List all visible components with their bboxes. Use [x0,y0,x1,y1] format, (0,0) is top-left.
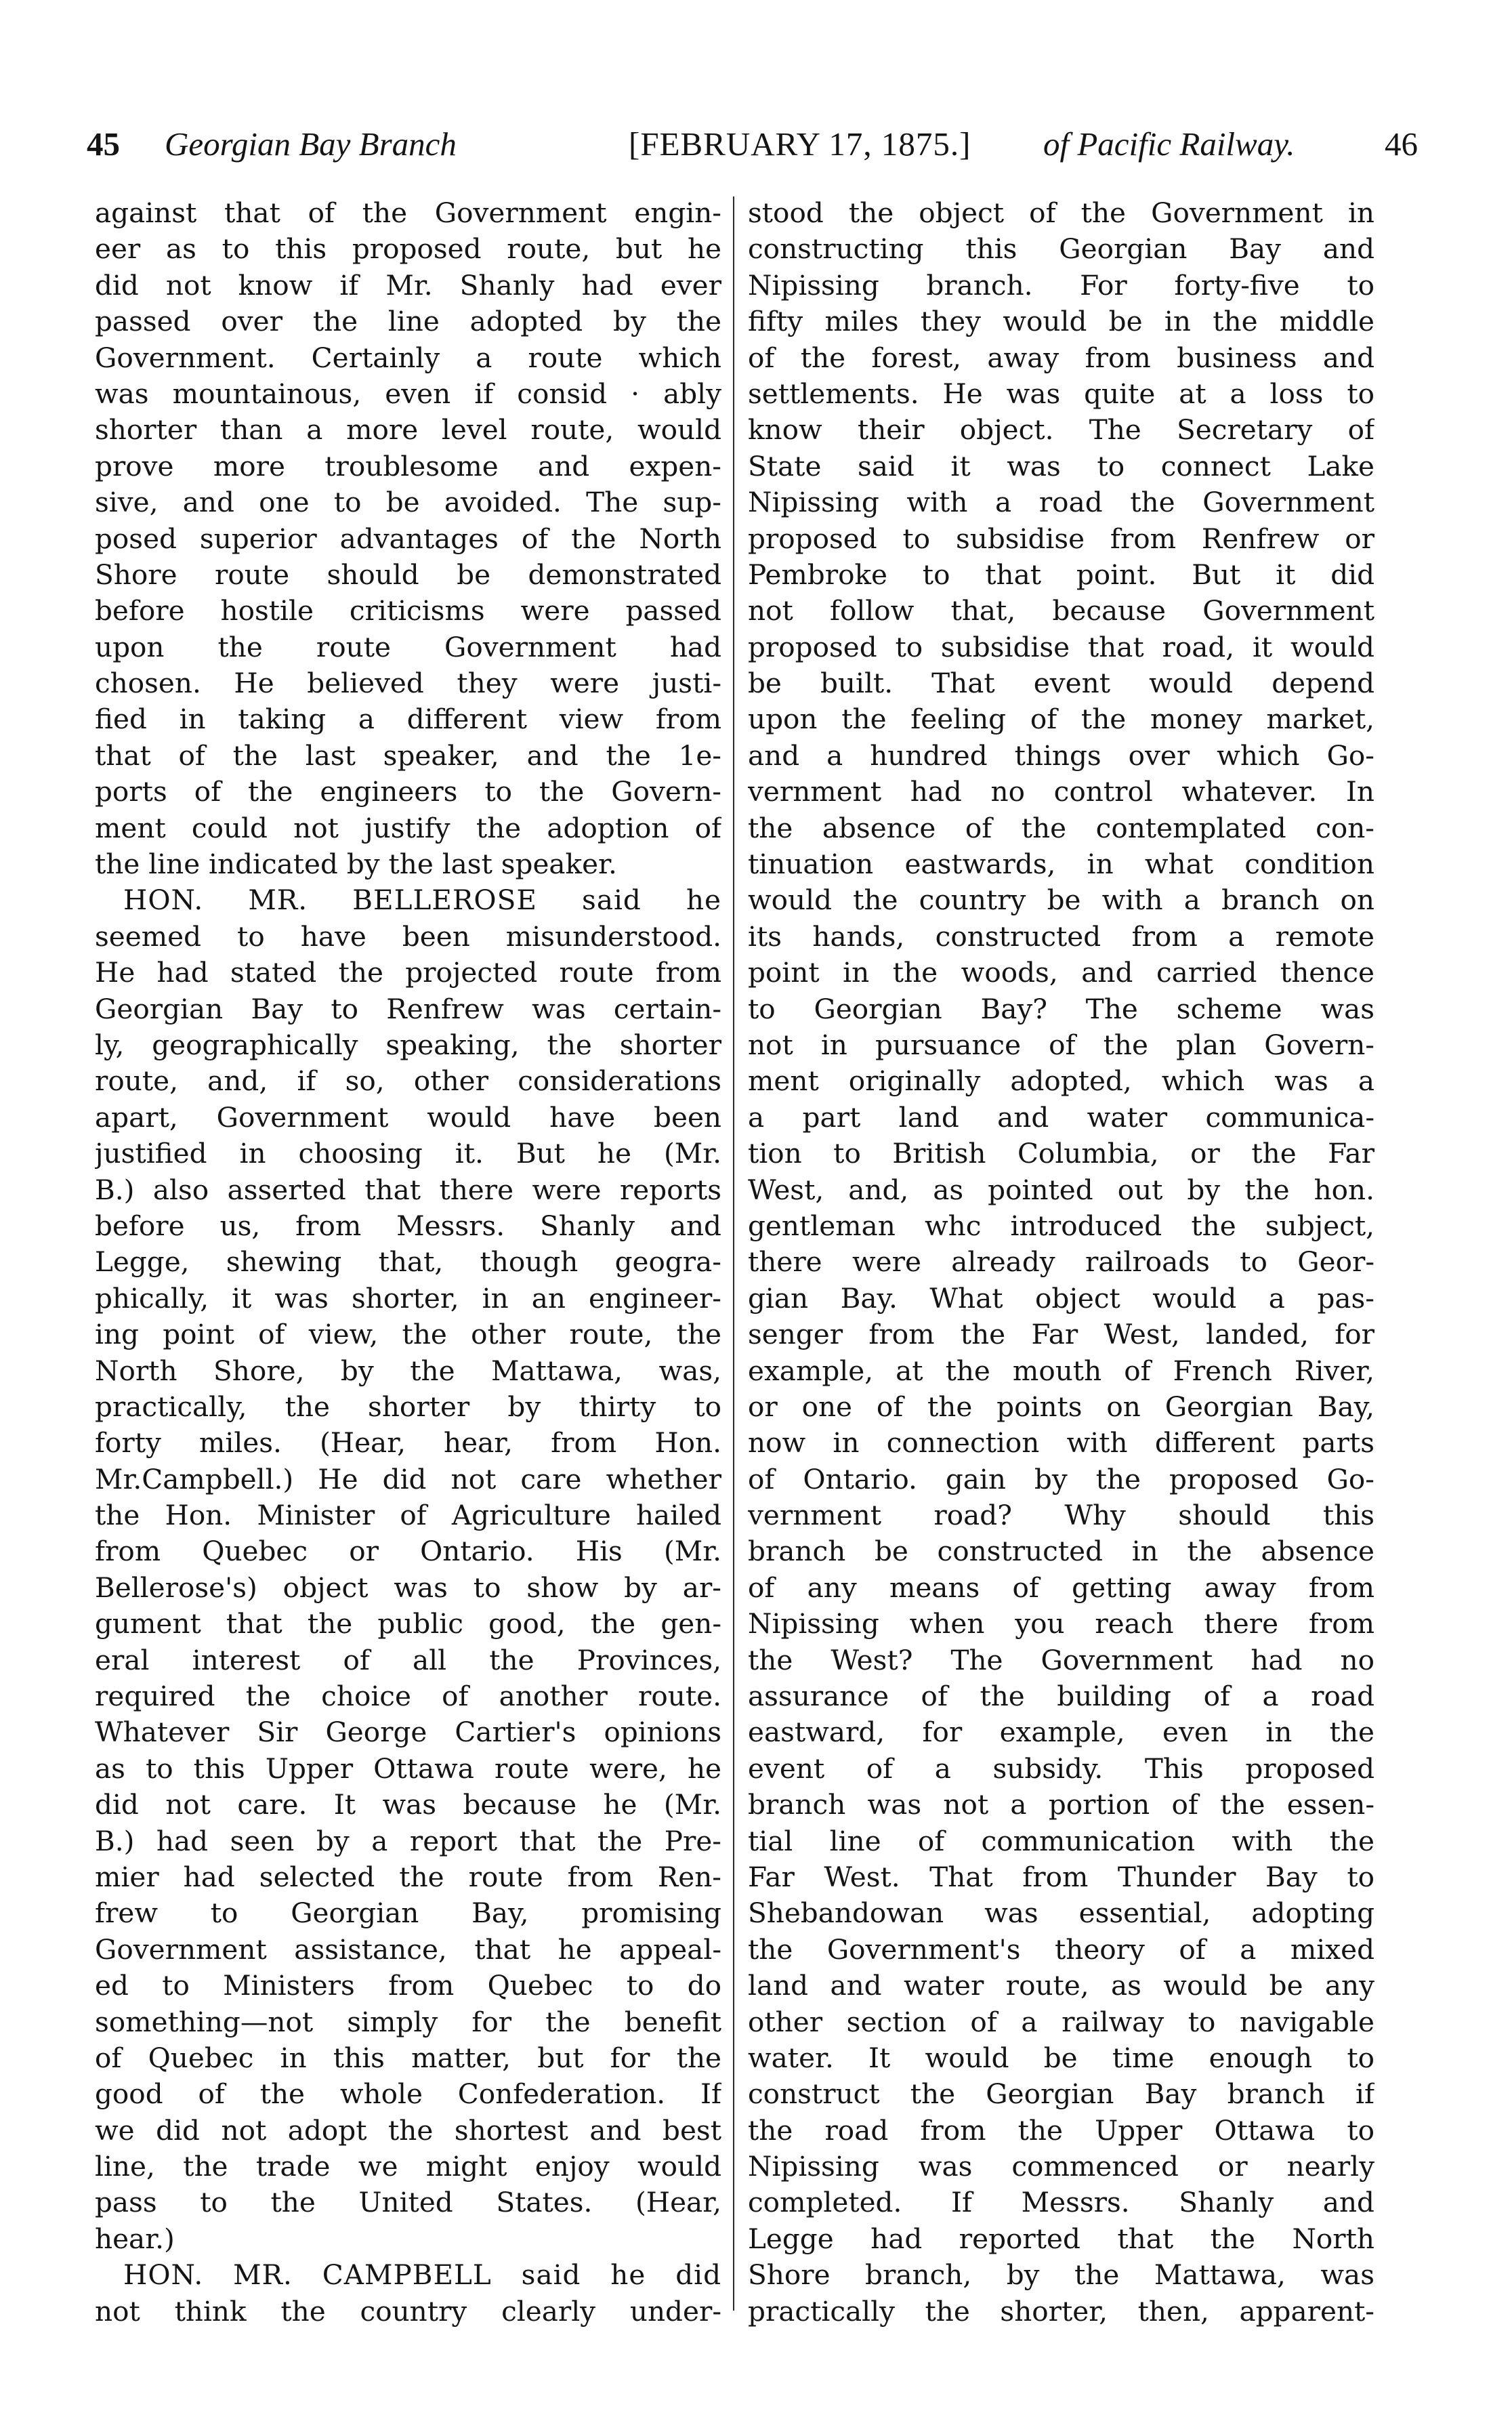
text-line: eer as to this proposed route, but he [95,232,721,266]
text-line: the Hon. Minister of Agriculture hailed [95,1499,721,1532]
running-head [87,121,1418,168]
text-line: fifty miles they would be in the middle [748,305,1374,338]
text-line: land and water route, as would be any [748,1969,1374,2002]
text-line: Far West. That from Thunder Bay to [748,1860,1374,1893]
text-line: not follow that, because Government [748,594,1374,627]
text-line: Whatever Sir George Cartier's opinions [95,1716,721,1749]
text-line: upon the route Government had [95,630,721,663]
left-text-column [95,195,721,2330]
text-line: shorter than a more level route, would [95,413,721,447]
text-line: B.) had seen by a report that the Pre- [95,1824,721,1857]
text-line: of Ontario. gain by the proposed Go- [748,1462,1374,1495]
text-line: construct the Georgian Bay branch if [748,2077,1374,2111]
text-line: vernment road? Why should this [748,1499,1374,1532]
text-line: water. It would be time enough to [748,2041,1374,2074]
text-line: there were already railroads to Geor- [748,1245,1374,1279]
text-line: tion to British Columbia, or the Far [748,1137,1374,1170]
text-line: event of a subsidy. This proposed [748,1752,1374,1785]
text-line: to Georgian Bay? The scheme was [748,992,1374,1025]
text-line: the road from the Upper Ottawa to [748,2113,1374,2147]
text-line: ports of the engineers to the Govern- [95,775,721,808]
text-line: gentleman whc introduced the subject, [748,1209,1374,1242]
text-line: Nipissing when you reach there from [748,1607,1374,1640]
text-line: required the choice of another route. [95,1680,721,1713]
text-line: stood the object of the Government in [748,197,1374,229]
text-line: Nipissing with a road the Government [748,486,1374,519]
text-line: practically the shorter, then, apparent- [748,2294,1374,2328]
text-line: Shebandowan was essential, adopting [748,1897,1374,1930]
text-line: frew to Georgian Bay, promising [95,1897,721,1930]
text-line: ment could not justify the adoption of [95,811,721,844]
text-line: phically, it was shorter, in an engineer- [95,1281,721,1315]
text-line: against that of the Government engin- [95,197,721,229]
text-line: did not care. It was because he (Mr. [95,1788,721,1821]
page-number-left: 45 [87,125,120,163]
text-line: its hands, constructed from a remote [748,919,1374,953]
text-line: the West? The Government had no [748,1643,1374,1676]
text-line: know their object. The Secretary of [748,413,1374,447]
text-line: or one of the points on Georgian Bay, [748,1390,1374,1423]
text-line: proposed to subsidise that road, it would [748,630,1374,663]
text-line: we did not adopt the shortest and best [95,2113,721,2147]
text-line: not think the country clearly under- [95,2294,721,2328]
text-line: hear.) [95,2222,175,2255]
text-line: of the forest, away from business and [748,341,1374,374]
text-line: State said it was to connect Lake [748,449,1374,482]
text-line: ment originally adopted, which was a [748,1064,1374,1098]
text-line: good of the whole Confederation. If [95,2077,721,2111]
text-line: other section of a railway to navigable [748,2005,1374,2038]
text-line: eral interest of all the Provinces, [95,1643,721,1676]
text-line: assurance of the building of a road [748,1680,1374,1713]
text-line: Georgian Bay to Renfrew was certain- [95,992,721,1025]
text-line: line, the trade we might enjoy would [95,2150,721,2183]
text-line: eastward, for example, even in the [748,1716,1374,1749]
text-line: forty miles. (Hear, hear, from Hon. [95,1426,721,1460]
text-line: prove more troublesome and expen- [95,449,721,482]
text-line: pass to the United States. (Hear, [95,2186,721,2219]
text-line: sive, and one to be avoided. The sup- [95,486,721,519]
text-line: of any means of getting away from [748,1571,1374,1604]
text-line: Government. Certainly a route which [95,341,721,374]
text-line: from Quebec or Ontario. His (Mr. [95,1535,721,1568]
text-line: example, at the mouth of French River, [748,1354,1374,1387]
text-line: before us, from Messrs. Shanly and [95,1209,721,1242]
text-line: Government assistance, that he appeal- [95,1932,721,1966]
text-line: senger from the Far West, landed, for [748,1318,1374,1351]
text-line: ed to Ministers from Quebec to do [95,1969,721,2002]
text-line: Shore route should be demonstrated [95,558,721,591]
text-line: Shore branch, by the Mattawa, was [748,2258,1374,2292]
text-line: route, and, if so, other considerations [95,1064,721,1098]
text-line: ly, geographically speaking, the shorter [95,1028,721,1061]
running-title-right: of Pacific Railway. [1043,125,1295,163]
running-date: [FEBRUARY 17, 1875.] [629,125,971,163]
text-line: constructing this Georgian Bay and [748,232,1374,266]
column-divider [733,197,734,2311]
text-line: upon the feeling of the money market, [748,703,1374,736]
text-line: HON. MR. CAMPBELL said he did [123,2258,721,2292]
text-line: did not know if Mr. Shanly had ever [95,268,721,302]
text-line: would the country be with a branch on [748,884,1374,917]
text-line: West, and, as pointed out by the hon. [748,1173,1374,1206]
text-line: proposed to subsidise from Renfrew or [748,522,1374,555]
text-line: a part land and water communica- [748,1100,1374,1134]
text-line: now in connection with different parts [748,1426,1374,1460]
text-line: Nipissing branch. For forty-five to [748,268,1374,302]
text-line: mier had selected the route from Ren- [95,1860,721,1893]
text-line: before hostile criticisms were passed [95,594,721,627]
text-line: that of the last speaker, and the 1e- [95,739,721,772]
text-line: as to this Upper Ottawa route were, he [95,1752,721,1785]
text-line: passed over the line adopted by the [95,305,721,338]
text-line: the absence of the contemplated con- [748,811,1374,844]
text-line: Bellerose's) object was to show by ar- [95,1571,721,1604]
text-line: tial line of communication with the [748,1824,1374,1857]
text-line: chosen. He believed they were justi- [95,667,721,700]
text-line: fied in taking a different view from [95,703,721,736]
text-line: gument that the public good, the gen- [95,1607,721,1640]
text-line: Legge, shewing that, though geogra- [95,1245,721,1279]
text-line: the Government's theory of a mixed [748,1932,1374,1966]
text-line: Legge had reported that the North [748,2222,1374,2255]
text-line: branch was not a portion of the essen- [748,1788,1374,1821]
text-line: HON. MR. BELLEROSE said he [123,884,721,917]
text-line: ing point of view, the other route, the [95,1318,721,1351]
text-line: posed superior advantages of the North [95,522,721,555]
text-line: Pembroke to that point. But it did [748,558,1374,591]
text-line: apart, Government would have been [95,1100,721,1134]
text-line: Mr.Campbell.) He did not care whether [95,1462,721,1495]
text-line: tinuation eastwards, in what condition [748,848,1374,881]
text-line: He had stated the projected route from [95,956,721,989]
text-line: not in pursuance of the plan Govern- [748,1028,1374,1061]
text-line: gian Bay. What object would a pas- [748,1281,1374,1315]
page-number-right: 46 [1385,125,1418,163]
text-line: vernment had no control whatever. In [748,775,1374,808]
text-line: B.) also asserted that there were reports [95,1173,721,1206]
right-text-column [748,195,1374,2330]
text-line: the line indicated by the last speaker. [95,848,617,881]
text-line: Nipissing was commenced or nearly [748,2150,1374,2183]
text-line: be built. That event would depend [748,667,1374,700]
text-line: North Shore, by the Mattawa, was, [95,1354,721,1387]
text-line: branch be constructed in the absence [748,1535,1374,1568]
text-line: was mountainous, even if consid · ably [95,377,721,410]
text-line: point in the woods, and carried thence [748,956,1374,989]
text-line: practically, the shorter by thirty to [95,1390,721,1423]
text-line: and a hundred things over which Go- [748,739,1374,772]
text-line: something—not simply for the benefit [95,2005,721,2038]
text-line: settlements. He was quite at a loss to [748,377,1374,410]
text-line: seemed to have been misunderstood. [95,919,721,953]
text-line: completed. If Messrs. Shanly and [748,2186,1374,2219]
text-line: justified in choosing it. But he (Mr. [95,1137,721,1170]
running-title-left: Georgian Bay Branch [165,125,457,163]
text-line: of Quebec in this matter, but for the [95,2041,721,2074]
